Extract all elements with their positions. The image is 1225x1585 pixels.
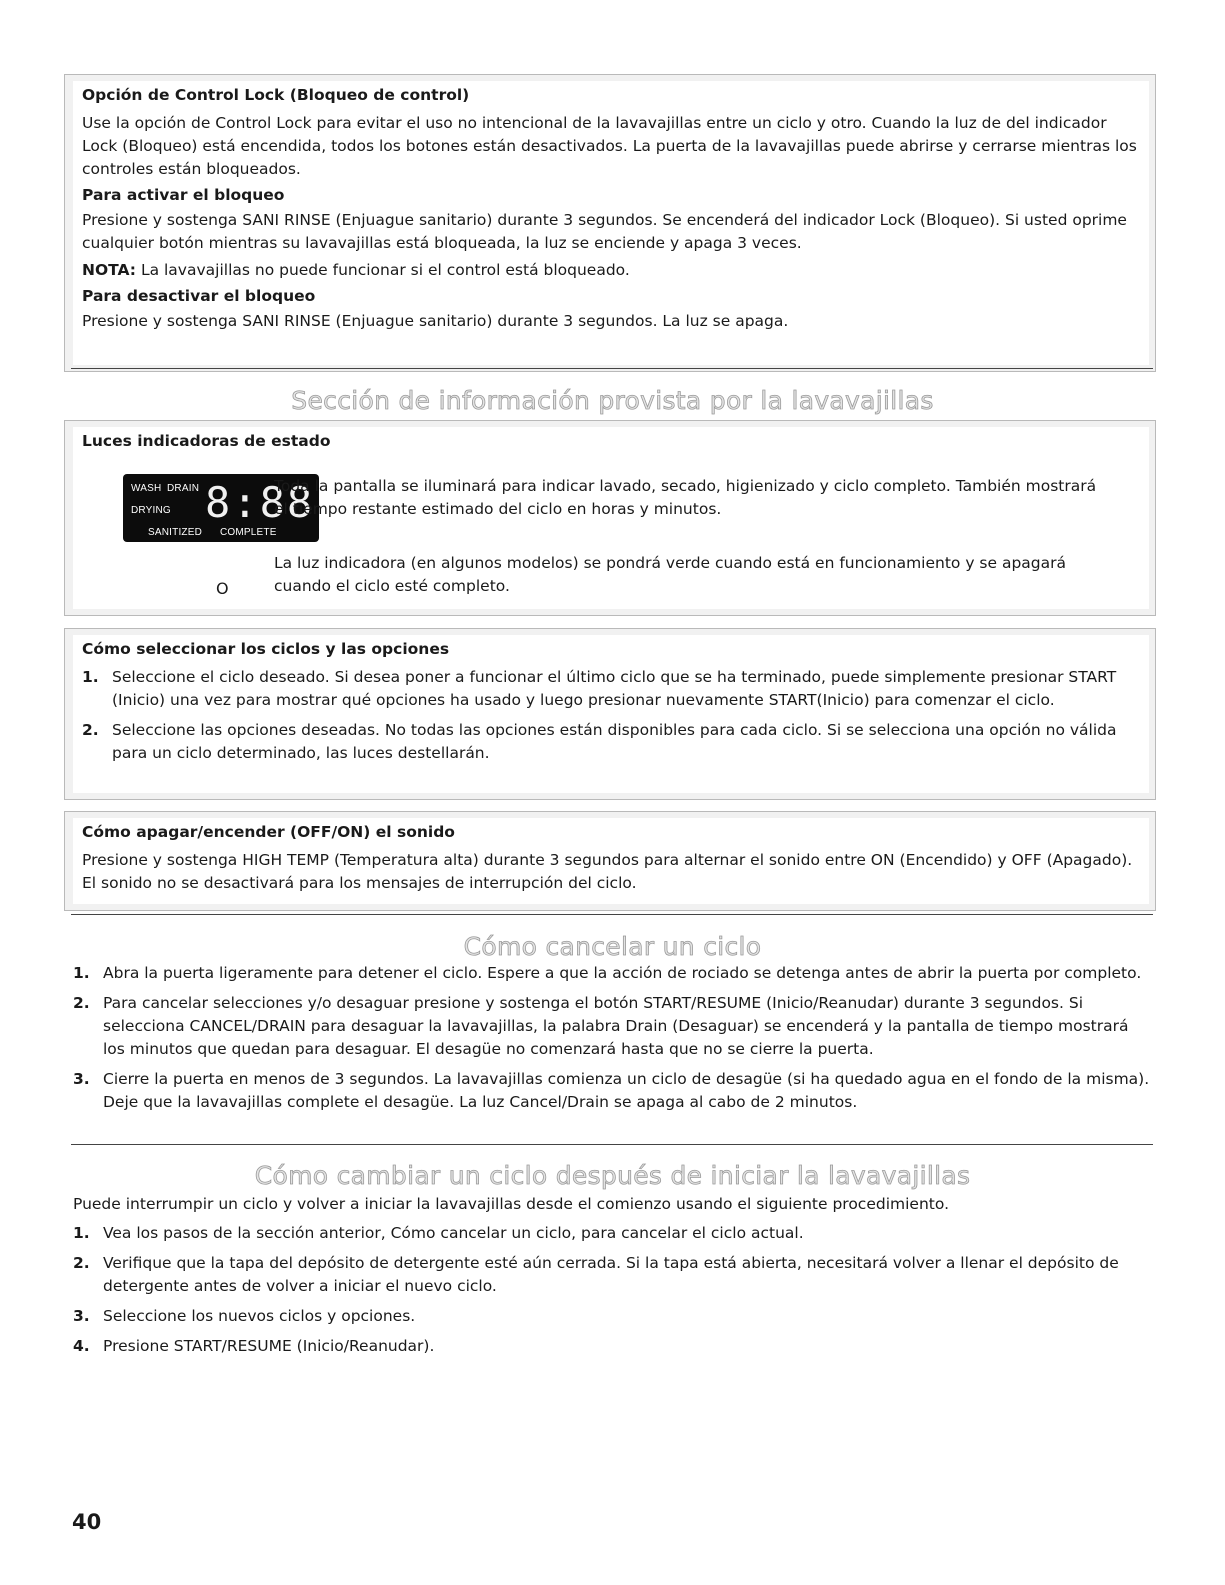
control-lock-content (73, 81, 1149, 365)
cancel-cycle-list (73, 962, 1153, 1114)
note-label: NOTA: (82, 261, 137, 279)
list-item (73, 1068, 1153, 1114)
list-item (73, 992, 1153, 1061)
status-lights-content (73, 427, 1149, 609)
section-info-title: Sección de información provista por la lavavajillas (291, 386, 934, 415)
status-lights-box (64, 420, 1156, 616)
item-text: Seleccione el ciclo deseado. Si desea poner a funcionar el último ciclo que se ha terminado, puede simplemente presionar START (Inicio) una vez para mostrar qué opciones ha usado y luego presionar nuevamente START(Inicio) para comenzar el ciclo. (112, 668, 1117, 709)
item-number: 2. (73, 994, 90, 1012)
deactivate-lock-heading: Para desactivar el bloqueo (82, 287, 316, 305)
select-cycles-box (64, 628, 1156, 800)
indicator-light-icon: O (216, 579, 229, 598)
select-cycles-list (82, 666, 1140, 765)
sound-content (73, 818, 1149, 904)
select-cycles-content (73, 635, 1149, 793)
list-item (73, 1335, 1153, 1358)
status-lights-text2: La luz indicadora (en algunos modelos) se pondrá verde cuando está en funcionamiento y se apagará cuando el ciclo esté completo. (274, 554, 1066, 595)
display-label-drain: DRAIN (167, 483, 200, 494)
display-label-wash: WASH (131, 483, 162, 494)
item-number: 1. (73, 964, 90, 982)
item-number: 2. (73, 1254, 90, 1272)
divider-rule (71, 914, 1153, 915)
activate-lock-heading: Para activar el bloqueo (82, 186, 285, 204)
change-cycle-intro: Puede interrumpir un ciclo y volver a iniciar la lavavajillas desde el comienzo usando el siguiente procedimiento. (73, 1195, 949, 1213)
list-item (73, 1305, 1153, 1328)
display-digits: 8:88 (205, 478, 315, 527)
activate-lock-text: Presione y sostenga SANI RINSE (Enjuague sanitario) durante 3 segundos. Se encenderá del indicador Lock (Bloqueo). Si usted oprime cualquier botón mientras su lavavajillas está bloqueada, la luz se enciende y apaga 3 veces. (82, 211, 1127, 252)
item-number: 3. (73, 1070, 90, 1088)
change-cycle-section (73, 1193, 1153, 1365)
item-text: Cierre la puerta en menos de 3 segundos. La lavavajillas comienza un ciclo de desagüe (si ha quedado agua en el fondo de la misma). Deje que la lavavajillas complete el desagüe. La luz Cancel/Drain se apaga al cabo de 2 minutos. (103, 1070, 1150, 1111)
select-cycles-heading: Cómo seleccionar los ciclos y las opciones (82, 640, 450, 658)
change-cycle-title: Cómo cambiar un ciclo después de iniciar la lavavajillas (254, 1161, 971, 1190)
page-number: 40 (72, 1510, 102, 1534)
item-text: Presione START/RESUME (Inicio/Reanudar). (103, 1337, 435, 1355)
control-lock-heading: Opción de Control Lock (Bloqueo de control) (82, 86, 470, 104)
divider-rule (71, 1144, 1153, 1145)
item-text: Vea los pasos de la sección anterior, Cómo cancelar un ciclo, para cancelar el ciclo actual. (103, 1224, 804, 1242)
item-text: Abra la puerta ligeramente para detener el ciclo. Espere a que la acción de rociado se detenga antes de abrir la puerta por completo. (103, 964, 1142, 982)
change-cycle-list (73, 1222, 1153, 1358)
list-item (73, 1252, 1153, 1298)
item-text: Seleccione los nuevos ciclos y opciones. (103, 1307, 416, 1325)
list-item (82, 666, 1140, 712)
display-label-complete: COMPLETE (220, 527, 277, 538)
item-text: Para cancelar selecciones y/o desaguar presione y sostenga el botón START/RESUME (Inicio/Reanudar) durante 3 segundos. Si selecciona CANCEL/DRAIN para desaguar la lavavajillas, la palabra Drain (Desaguar) se encenderá y la pantalla de tiempo mostrará los minutos que quedan para desaguar. El desagüe no comenzará hasta que no se cierre la puerta. (103, 994, 1129, 1058)
cancel-cycle-section (73, 962, 1153, 1121)
status-lights-heading: Luces indicadoras de estado (82, 432, 331, 450)
item-number: 1. (82, 668, 99, 686)
sound-heading: Cómo apagar/encender (OFF/ON) el sonido (82, 823, 455, 841)
item-text: Verifique que la tapa del depósito de detergente esté aún cerrada. Si la tapa está abierta, necesitará volver a llenar el depósito de detergente antes de volver a iniciar el nuevo ciclo. (103, 1254, 1119, 1295)
note-text: La lavavajillas no puede funcionar si el control está bloqueado. (136, 261, 630, 279)
list-item (82, 719, 1140, 765)
item-number: 4. (73, 1337, 90, 1355)
divider-rule (71, 368, 1153, 369)
status-lights-text1: Toda la pantalla se iluminará para indicar lavado, secado, higienizado y ciclo completo. También mostrará el tiempo restante estimado del ciclo en horas y minutos. (274, 477, 1097, 518)
list-item (73, 962, 1153, 985)
item-number: 2. (82, 721, 99, 739)
item-number: 1. (73, 1224, 90, 1242)
item-text: Seleccione las opciones deseadas. No todas las opciones están disponibles para cada ciclo. Si se selecciona una opción no válida para un ciclo determinado, las luces destellarán. (112, 721, 1117, 762)
control-lock-box (64, 74, 1156, 372)
sound-text: Presione y sostenga HIGH TEMP (Temperatura alta) durante 3 segundos para alternar el sonido entre ON (Encendido) y OFF (Apagado). El sonido no se desactivará para los mensajes de interrupción del ciclo. (82, 851, 1133, 892)
control-lock-intro: Use la opción de Control Lock para evitar el uso no intencional de la lavavajillas entre un ciclo y otro. Cuando la luz de del indicador Lock (Bloqueo) está encendida, todos los botones están desactivados. La puerta de la lavavajillas puede abrirse y cerrarse mientras los controles están bloqueados. (82, 114, 1137, 178)
display-label-drying: DRYING (131, 505, 171, 516)
cancel-cycle-title: Cómo cancelar un ciclo (463, 932, 762, 961)
lock-note (82, 259, 1140, 282)
deactivate-lock-text: Presione y sostenga SANI RINSE (Enjuague sanitario) durante 3 segundos. La luz se apaga. (82, 312, 789, 330)
display-label-sanitized: SANITIZED (148, 527, 203, 538)
list-item (73, 1222, 1153, 1245)
sound-box (64, 811, 1156, 911)
item-number: 3. (73, 1307, 90, 1325)
